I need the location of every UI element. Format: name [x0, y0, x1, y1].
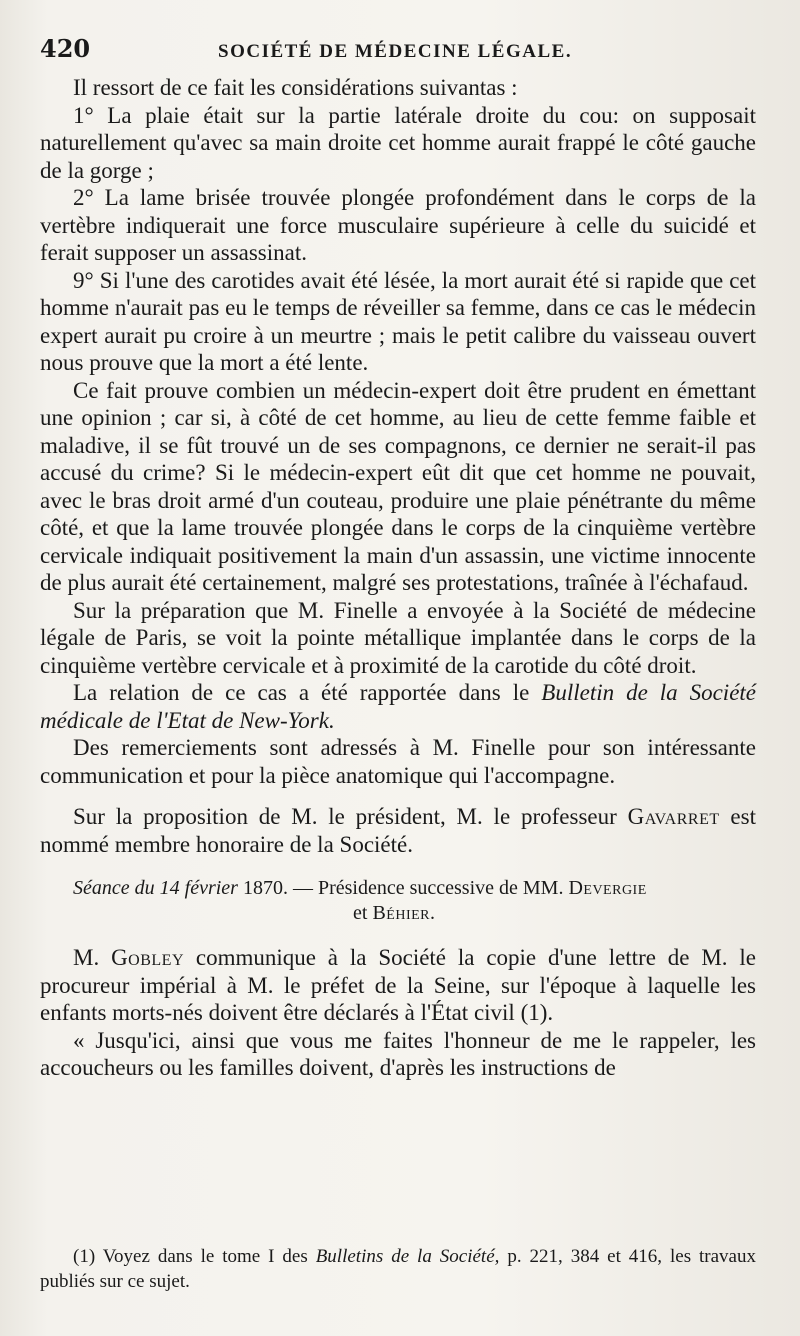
seance-line-2-prefix: et	[353, 902, 373, 924]
gobley-prefix: M.	[73, 945, 112, 970]
proposal-text: Sur la proposition de M. le président, M. le professeur	[73, 804, 628, 829]
footnote-text	[40, 1244, 756, 1294]
paragraph-gobley	[40, 944, 756, 1027]
paragraph-relation	[40, 679, 756, 734]
body-text-continued	[40, 944, 756, 1082]
paragraph-intro: Il ressort de ce fait les considérations suivantas :	[73, 75, 518, 100]
seance-year: 1870. — Présidence successive de MM.	[237, 877, 569, 899]
president-name-2: Béhier.	[372, 902, 436, 924]
paragraph-point-3: 9° Si l'une des carotides avait été lésée, la mort aurait été si rapide que cet homme n'aurait pas eu le temps de réveiller sa femme, dans ce cas le médecin expert aurait pu croire à un meurtre ; mais le petit calibre du vaisseau ouvert nous prouve que la mort a été lente.	[40, 267, 756, 375]
paragraph-quote: « Jusqu'ici, ainsi que vous me faites l'honneur de me le rappeler, les accoucheurs ou les familles doivent, d'après les instructions de	[40, 1027, 756, 1080]
body-text	[40, 74, 756, 858]
page-number: 420	[40, 34, 91, 63]
footnote-before: (1) Voyez dans le tome I des	[73, 1246, 316, 1267]
paragraph-proposal	[40, 803, 756, 858]
seance-label: Séance du 14 février	[73, 877, 238, 899]
paragraph-point-2: 2° La lame brisée trouvée plongée profondément dans le corps de la vertèbre indiquerait une force musculaire supérieure à celle du suicidé et ferait supposer un assassinat.	[40, 185, 756, 265]
gobley-name: Gobley	[111, 945, 185, 970]
paragraph-preparation: Sur la préparation que M. Finelle a envoyée à la Société de médecine légale de Paris, se voit la pointe métallique implantée dans le corps de la cinquième vertèbre cervicale et à proximité de la carotide du côté droit.	[40, 597, 756, 678]
professor-name: Gavarret	[627, 804, 720, 829]
seance-heading	[40, 876, 756, 926]
relation-text: La relation de ce cas a été rapportée dans le	[73, 680, 542, 705]
paragraph-prudence: Ce fait prouve combien un médecin-expert doit être prudent en émettant une opinion ; car si, à côté de cet homme, au lieu de cette femme faible et maladive, il se fût trouvé un de ses compagnons, ce dernier ne serait-il pas accusé du crime? Si le médecin-expert eût dit que cet homme ne pouvait, avec le bras droit armé d'un couteau, produire une plaie pénétrante du même côté, et que la lame trouvée plongée dans le corps de la cinquième vertèbre cervicale indiquait positivement la main d'un assassin, une victime innocente de plus aurait été certainement, malgré ses protestations, traînée à l'échafaud.	[40, 377, 756, 595]
proposal-text-end: est nommé membre honoraire de la Société.	[40, 804, 756, 857]
footnote	[40, 1244, 756, 1294]
bulletin-title: Bulletin de la Société médicale de l'Etat de New-York.	[40, 680, 757, 733]
gobley-text: communique à la Société la copie d'une lettre de M. le procureur impérial à M. le préfet de la Seine, sur l'époque à laquelle les enfants morts-nés doivent être déclarés à l'État civil (1).	[40, 945, 757, 1025]
president-name-1: Devergie	[568, 877, 647, 899]
footnote-italic: Bulletins de la Société,	[315, 1246, 500, 1267]
footnote-after: p. 221, 384 et 416, les travaux publiés sur ce sujet.	[40, 1246, 756, 1292]
seance-line-2	[40, 901, 756, 926]
paragraph-point-1: 1° La plaie était sur la partie latérale droite du cou: on supposait naturellement qu'avec sa main droite cet homme aurait frappé le côté gauche de la gorge ;	[40, 102, 756, 183]
page-header	[40, 34, 756, 74]
paragraph-thanks: Des remerciements sont adressés à M. Finelle pour son intéressante communication et pour la pièce anatomique qui l'accompagne.	[40, 735, 756, 788]
running-title: SOCIÉTÉ DE MÉDECINE LÉGALE.	[218, 41, 573, 62]
